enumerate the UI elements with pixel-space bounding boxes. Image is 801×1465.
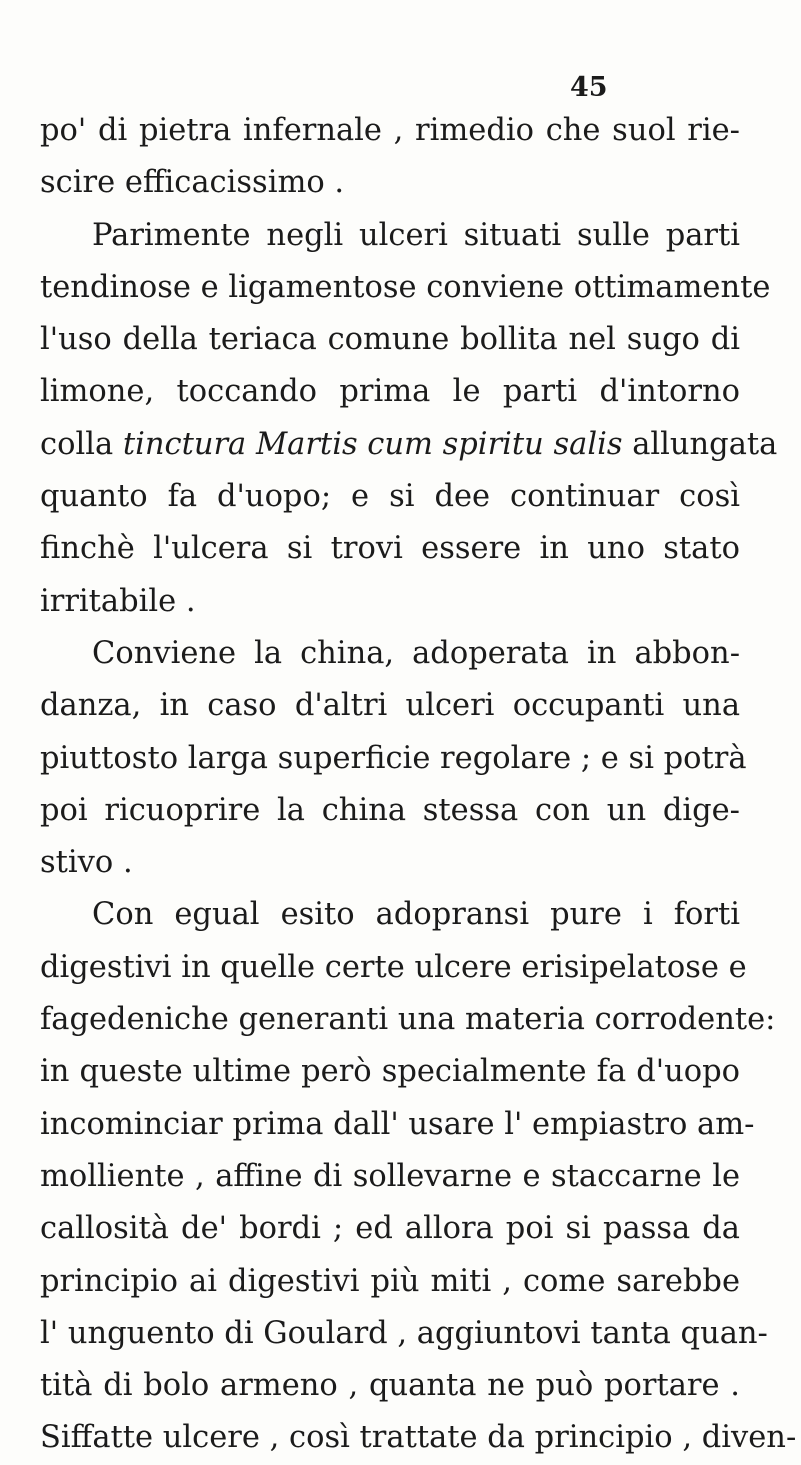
text-line: quanto fa d'uopo; e si dee continuar così	[40, 479, 740, 515]
text-line: callosità de' bordi ; ed allora poi si passa da	[40, 1211, 740, 1247]
text-line: molliente , affine di sollevarne e staccarne le	[40, 1158, 740, 1194]
italic-latin-phrase: tinctura Martis cum spiritu salis	[122, 426, 623, 462]
text-line: tendinose e ligamentose conviene ottimamente	[40, 269, 771, 305]
page-number: 45	[570, 72, 608, 103]
body-text	[40, 105, 797, 1465]
text-line: Con egual esito adopransi pure i forti	[92, 897, 740, 933]
text-line: poi ricuoprire la china stessa con un dige-	[40, 792, 740, 828]
text-line: piuttosto larga superficie regolare ; e si potrà	[40, 740, 747, 776]
text-line: principio ai digestivi più miti , come sarebbe	[40, 1263, 740, 1299]
text-line: incominciar prima dall' usare l' empiastro am-	[40, 1106, 755, 1142]
text-fragment: allungata	[622, 426, 778, 462]
text-line: Conviene la china, adoperata in abbon-	[92, 635, 740, 671]
text-line: stivo .	[40, 845, 133, 881]
text-line: fagedeniche generanti una materia corrodente:	[40, 1002, 776, 1038]
text-line: l'uso della teriaca comune bollita nel sugo di	[40, 322, 740, 358]
text-line: tità di bolo armeno , quanta ne può portare .	[40, 1368, 740, 1404]
text-line: digestivi in quelle certe ulcere erisipelatose e	[40, 949, 747, 985]
text-line: l' unguento di Goulard , aggiuntovi tanta quan-	[40, 1315, 768, 1351]
text-line: danza, in caso d'altri ulceri occupanti una	[40, 688, 740, 724]
text-line: finchè l'ulcera si trovi essere in uno stato	[40, 531, 740, 567]
text-line: Siffatte ulcere , così trattate da principio , diven-	[40, 1420, 797, 1456]
text-line: in queste ultime però specialmente fa d'uopo	[40, 1054, 740, 1090]
text-line: po' di pietra infernale , rimedio che suol rie-	[40, 113, 740, 148]
text-fragment: colla	[40, 426, 123, 462]
text-line: Parimente negli ulceri situati sulle parti	[92, 217, 740, 253]
text-line-with-italic	[40, 419, 778, 471]
text-line: limone, toccando prima le parti d'intorno	[40, 374, 740, 410]
text-line: irritabile .	[40, 583, 196, 619]
text-line: scire efficacissimo .	[40, 165, 345, 201]
